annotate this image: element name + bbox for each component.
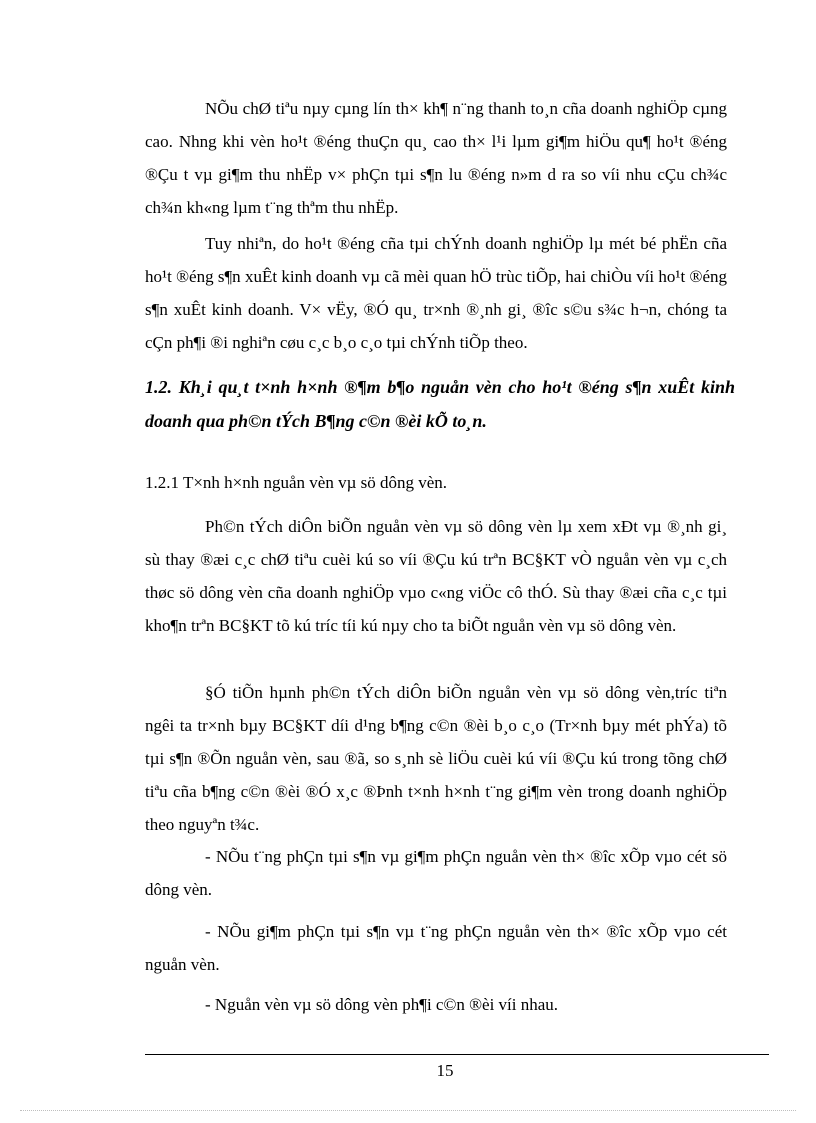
- footer-divider: [145, 1054, 769, 1055]
- rule-balance: - Nguån vèn vµ sö dông vèn ph¶i c©n ®èi víi nhau.: [205, 995, 559, 1014]
- paragraph-analysis-definition: Ph©n tÝch diÔn biÕn nguån vèn vµ sö dông vèn lµ xem xÐt vµ ®¸nh gi¸ sù thay ®æi c¸c chØ tiªu cuèi kú so víi ®Çu kú trªn BC§KT vÒ nguån vèn vµ c¸ch thøc sö dông vèn cña doanh nghiÖp vµo c«ng viÖc cô thÓ. Sù thay ®æi cña c¸c tµi kho¶n trªn BC§KT tõ kú tríc tíi kú nµy cho ta biÕt nguån vèn vµ sö dông vèn.: [145, 517, 727, 635]
- section-heading: 1.2. Kh¸i qu¸t t×nh h×nh ®¶m b¶o nguån vèn cho ho¹t ®éng s¶n xuÊt kinh doanh qua ph©n tÝch B¶ng c©n ®èi kÕ to¸n.: [145, 377, 735, 431]
- paragraph-analysis-method: §Ó tiÕn hµnh ph©n tÝch diÔn biÕn nguån vèn vµ sö dông vèn,tríc tiªn ngêi ta tr×nh bµy BC§KT díi d¹ng b¶ng c©n ®èi b¸o c¸o (Tr×nh bµy mét phÝa) tõ tµi s¶n ®Õn nguån vèn, sau ®ã, so s¸nh sè liÖu cuèi kú víi ®Çu kú trong tõng chØ tiªu cña b¶ng c©n ®èi ®Ó x¸c ®Þnh t×nh h×nh t¨ng gi¶m vèn trong doanh nghiÖp theo nguyªn t¾c.: [145, 683, 727, 834]
- subsection-heading: 1.2.1 T×nh h×nh nguån vèn vµ sö dông vèn.: [145, 473, 448, 492]
- rule-increase-assets: - NÕu t¨ng phÇn tµi s¶n vµ gi¶m phÇn nguån vèn th× ®îc xÕp vµo cét sö dông vèn.: [145, 847, 727, 899]
- page-number: 15: [436, 1061, 454, 1080]
- paragraph-working-capital: NÕu chØ tiªu nµy cµng lín th× kh¶ n¨ng thanh to¸n cña doanh nghiÖp cµng cao. Nhng khi vèn ho¹t ®éng thuÇn qu¸ cao th× l¹i lµm gi¶m hiÖu qu¶ ho¹t ®éng ®Çu t vµ gi¶m thu nhËp v× phÇn tµi s¶n lu ®éng n»m d ra so víi nhu cÇu ch¾c ch¾n kh«ng lµm t¨ng thªm thu nhËp.: [145, 99, 727, 217]
- rule-decrease-assets: - NÕu gi¶m phÇn tµi s¶n vµ t¨ng phÇn nguån vèn th× ®îc xÕp vµo cét nguån vèn.: [145, 922, 727, 974]
- page-edge-divider: [20, 1110, 796, 1111]
- paragraph-financial-activity: Tuy nhiªn, do ho¹t ®éng cña tµi chÝnh doanh nghiÖp lµ mét bé phËn cña ho¹t ®éng s¶n xuÊt kinh doanh vµ cã mèi quan hÖ trùc tiÕp, hai chiÒu víi ho¹t ®éng s¶n xuÊt kinh doanh. V× vËy, ®Ó qu¸ tr×nh ®¸nh gi¸ ®îc s©u s¾c h¬n, chóng ta cÇn ph¶i ®i nghiªn cøu c¸c b¸o c¸o tµi chÝnh tiÕp theo.: [145, 234, 727, 352]
